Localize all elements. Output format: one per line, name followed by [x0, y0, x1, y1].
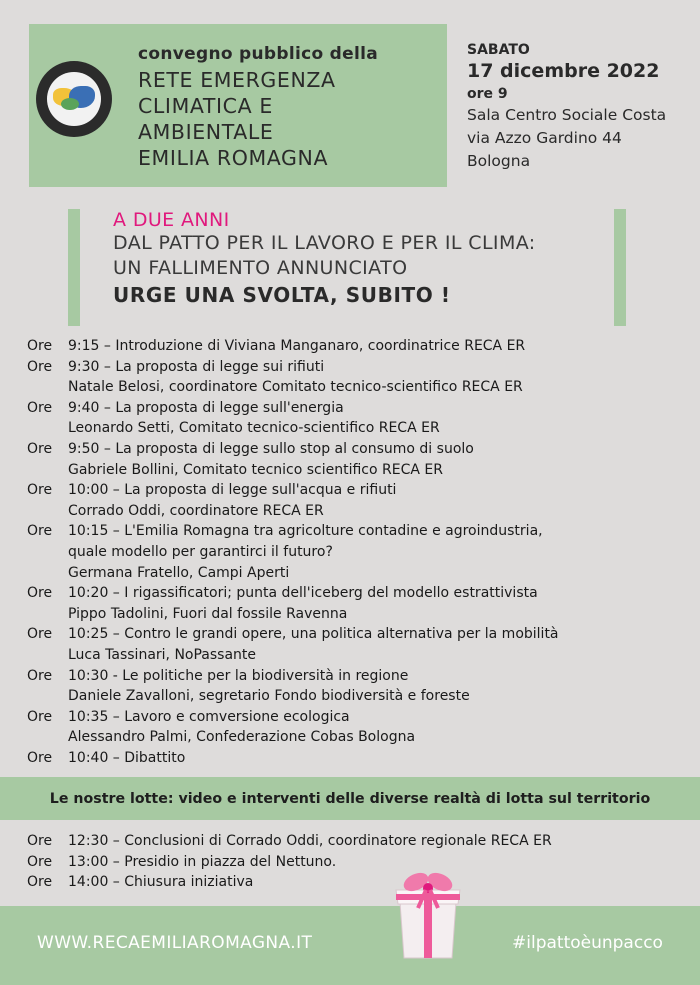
program-item [27, 872, 677, 893]
program-item-content [68, 666, 677, 707]
program-item-detail: Leonardo Setti, Comitato tecnico-scientifico RECA ER [68, 420, 440, 437]
event-place: Sala Centro Sociale Costa via Azzo Gardino 44 Bologna [467, 106, 667, 170]
event-details [467, 42, 666, 173]
program-item-detail: Gabriele Bollini, Comitato tecnico scientifico RECA ER [68, 461, 443, 478]
lotte-band [0, 777, 700, 820]
program-item-title: 9:50 – La proposta di legge sullo stop al consumo di suolo [68, 440, 474, 457]
program-item-title: 10:40 – Dibattito [68, 749, 186, 766]
program-item-content [68, 852, 677, 873]
program-item [27, 521, 677, 583]
website-link[interactable]: WWW.RECAEMILIAROMAGNA.IT [37, 933, 313, 953]
conference-title: convegno pubblico della [138, 44, 379, 64]
program-item [27, 583, 677, 624]
program-item-title: 13:00 – Presidio in piazza del Nettuno. [68, 853, 337, 870]
program-item-content [68, 439, 677, 480]
program-item-content [68, 872, 677, 893]
program-item-detail: Corrado Oddi, coordinatore RECA ER [68, 502, 324, 519]
program-ore-label: Ore [27, 482, 53, 499]
program-item-title: 12:30 – Conclusioni di Corrado Oddi, coordinatore regionale RECA ER [68, 833, 552, 849]
program-item-content [68, 831, 677, 852]
program-item-detail: Alessandro Palmi, Confederazione Cobas Bologna [68, 729, 416, 746]
program-item [27, 624, 677, 665]
program-item-title: 10:15 – L'Emilia Romagna tra agricolture contadine e agroindustria, [68, 523, 543, 540]
reca-logo-icon [36, 61, 112, 137]
program-item-content [68, 748, 677, 769]
hashtag: #ilpattoèunpacco [512, 933, 663, 953]
program-item-content [68, 357, 677, 398]
program-item-detail: quale modello per garantirci il futuro? [68, 543, 333, 560]
program-item-content [68, 398, 677, 439]
slogan-bar-right [614, 209, 626, 326]
program-item [27, 357, 677, 398]
program-item-detail: Daniele Zavalloni, segretario Fondo biodiversità e foreste [68, 688, 470, 705]
program-item-title: 9:40 – La proposta di legge sull'energia [68, 399, 344, 416]
event-date: 17 dicembre 2022 [467, 60, 660, 82]
program-ore-label: Ore [27, 523, 53, 540]
slogan-bold: URGE UNA SVOLTA, SUBITO ! [113, 283, 451, 307]
program-ore-label: Ore [27, 626, 53, 643]
program-item-detail: Pippo Tadolini, Fuori dal fossile Ravenna [68, 605, 348, 622]
program-item-content [68, 521, 677, 583]
lotte-band-text: Le nostre lotte: video e interventi delle diverse realtà di lotta sul territorio [49, 790, 651, 807]
program-ore-label: Ore [27, 399, 53, 416]
program-item-title: 9:30 – La proposta di legge sui rifiuti [68, 358, 325, 375]
program-item [27, 398, 677, 439]
program-item [27, 439, 677, 480]
program-item-title: 10:35 – Lavoro e comversione ecologica [68, 708, 350, 725]
program-ore-label: Ore [27, 338, 53, 354]
program-item-detail: Luca Tassinari, NoPassante [68, 646, 257, 663]
program-list-afternoon [27, 831, 677, 893]
program-ore-label: Ore [27, 833, 53, 849]
program-item-detail: Germana Fratello, Campi Aperti [68, 564, 290, 581]
program-item-detail: Natale Belosi, coordinatore Comitato tecnico-scientifico RECA ER [68, 379, 523, 396]
program-item [27, 336, 677, 357]
program-item-title: 10:20 – I rigassificatori; punta dell'iceberg del modello estrattivista [68, 585, 538, 602]
program-item [27, 748, 677, 769]
program-ore-label: Ore [27, 440, 53, 457]
program-item-title: 14:00 – Chiusura iniziativa [68, 874, 254, 891]
program-item-title: 9:15 – Introduzione di Viviana Manganaro, coordinatrice RECA ER [68, 338, 526, 354]
program-item-content [68, 583, 677, 624]
program-item [27, 852, 677, 873]
event-day: SABATO [467, 42, 530, 58]
program-list [27, 336, 677, 768]
program-item-content [68, 336, 677, 357]
program-item-title: 10:00 – La proposta di legge sull'acqua e rifiuti [68, 482, 397, 499]
program-item [27, 480, 677, 521]
program-ore-label: Ore [27, 667, 53, 684]
program-ore-label: Ore [27, 358, 53, 375]
program-ore-label: Ore [27, 708, 53, 725]
program-ore-label: Ore [27, 749, 53, 766]
program-item-content [68, 624, 677, 665]
program-item [27, 707, 677, 748]
slogan-pink: A DUE ANNI [113, 209, 230, 231]
program-ore-label: Ore [27, 853, 53, 870]
slogan-line-1: DAL PATTO PER IL LAVORO E PER IL CLIMA: [113, 232, 536, 254]
event-time: ore 9 [467, 86, 508, 102]
slogan-line-2: UN FALLIMENTO ANNUNCIATO [113, 257, 408, 279]
organization-name: RETE EMERGENZA CLIMATICA E AMBIENTALE EMILIA ROMAGNA [138, 68, 336, 170]
program-ore-label: Ore [27, 874, 53, 891]
program-ore-label: Ore [27, 585, 53, 602]
slogan-bar-left [68, 209, 80, 326]
program-item [27, 666, 677, 707]
program-item-content [68, 707, 677, 748]
gift-box-icon [388, 862, 468, 962]
program-item-content [68, 480, 677, 521]
program-item-title: 10:30 - Le politiche per la biodiversità in regione [68, 667, 409, 684]
footer [0, 906, 700, 985]
slogan [113, 209, 536, 307]
program-item [27, 831, 677, 852]
program-item-title: 10:25 – Contro le grandi opere, una politica alternativa per la mobilità [68, 626, 559, 643]
